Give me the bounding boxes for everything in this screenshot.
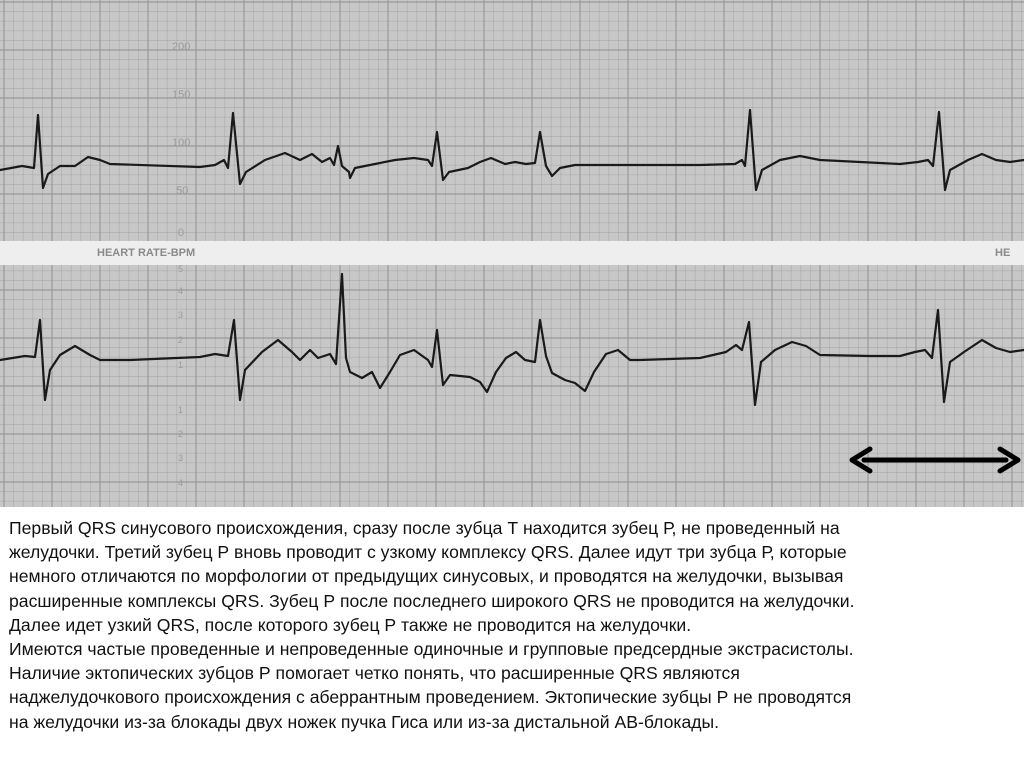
lower-scale-label: 4 — [178, 286, 184, 296]
caption-line: немного отличаются по морфологии от предыдущих синусовых, и проводятся на желудочки, вызывая — [9, 566, 844, 587]
lower-scale-label: 2 — [178, 429, 184, 439]
band-label-left: HEART RATE-BPM — [97, 247, 196, 259]
lower-lead-scale — [178, 264, 183, 488]
band-label-right: HE — [995, 247, 1011, 259]
upper-ecg-trace — [0, 110, 1024, 190]
lower-scale-label: 1 — [178, 405, 184, 415]
hr-scale-label: 150 — [172, 89, 191, 101]
caption-line: на желудочки из-за блокады двух ножек пучка Гиса или из-за дистальной АВ-блокады. — [9, 711, 720, 732]
caption-line: наджелудочкового происхождения с аберрантным проведением. Эктопические зубцы Р не проводятся — [9, 687, 852, 708]
caption-line: расширенные комплексы QRS. Зубец Р после последнего широкого QRS не проводится на желудочки. — [9, 590, 855, 611]
heart-rate-scale — [172, 41, 190, 239]
lower-scale-label: 2 — [178, 335, 184, 345]
caption-line: Имеются частые проведенные и непроведенные одиночные и групповые предсердные экстрасистолы. — [9, 639, 854, 660]
caption-line: желудочки. Третий зубец Р вновь проводит с узкому комплексу QRS. Далее идут три зубца Р, которые — [9, 542, 847, 563]
ecg-description — [9, 516, 1015, 734]
lower-scale-label: 3 — [178, 310, 184, 320]
hr-scale-label: 100 — [172, 137, 191, 149]
caption-line: Наличие эктопических зубцов Р помогает четко понять, что расширенные QRS являются — [9, 663, 740, 684]
hr-scale-label: 0 — [178, 227, 185, 239]
hr-scale-label: 200 — [172, 41, 191, 53]
hr-scale-label: 50 — [176, 185, 189, 197]
lower-scale-label: 5 — [178, 264, 184, 274]
caption-line: Первый QRS синусового происхождения, сразу после зубца Т находится зубец Р, не проведенный на — [9, 518, 840, 538]
lower-scale-label: 1 — [178, 360, 184, 370]
lower-scale-label: 3 — [178, 453, 184, 463]
caption-line: Далее идет узкий QRS, после которого зубец Р также не проводится на желудочки. — [9, 614, 692, 635]
lower-scale-label: 4 — [178, 478, 184, 488]
